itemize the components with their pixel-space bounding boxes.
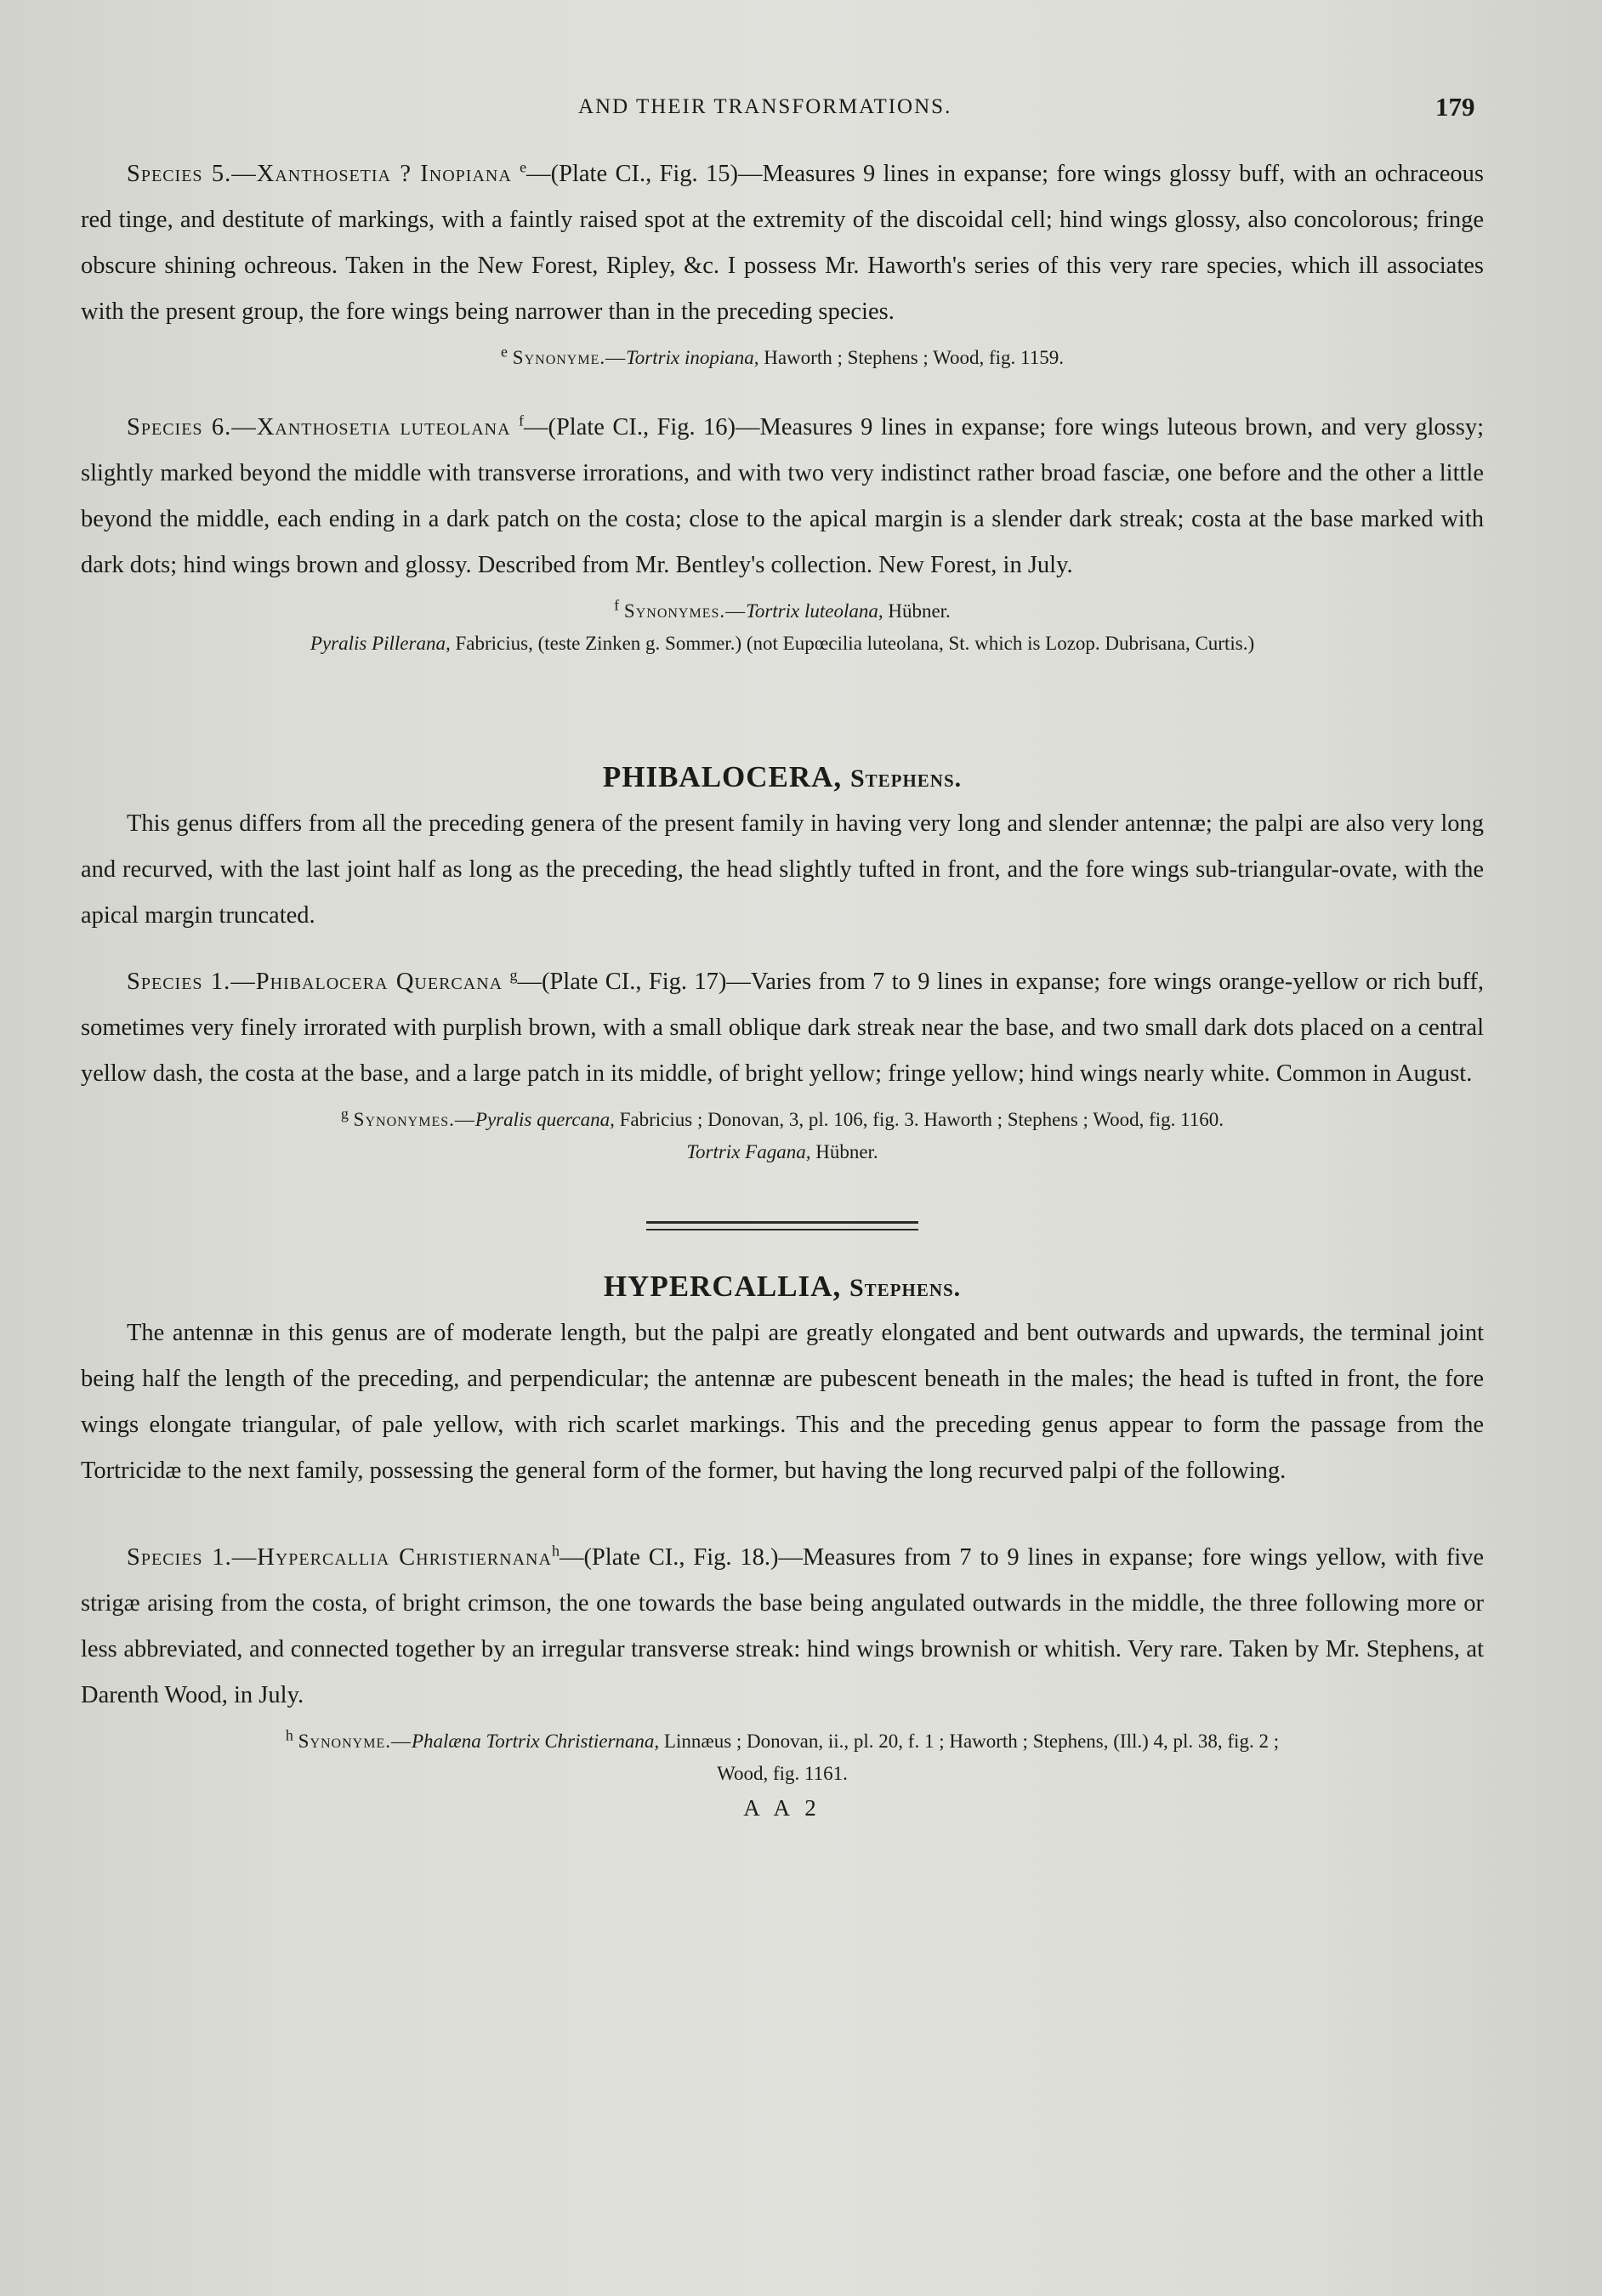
footnote-marker: h — [285, 1726, 293, 1744]
genus-author: Stephens. — [849, 764, 963, 793]
footnote-mark: e — [520, 158, 527, 176]
footnote-taxon: Pyralis quercana, — [474, 1109, 615, 1130]
footnote-synonyme — [81, 1725, 1484, 1790]
signature-mark: A A 2 — [743, 1795, 821, 1821]
footnote-taxon: Tortrix inopiana, — [626, 347, 759, 368]
genus-name: HYPERCALLIA, — [603, 1270, 842, 1303]
footnote-references: Fabricius ; Donovan, 3, pl. 106, fig. 3. Haworth ; Stephens ; Wood, fig. 1160. — [614, 1109, 1224, 1130]
page-number: 179 — [1435, 92, 1475, 122]
footnote-mark: g — [509, 966, 518, 984]
footnote-references: Hübner. — [883, 600, 951, 622]
species-description: —(Plate CI., Fig. 16)—Measures 9 lines in expanse; fore wings luteous brown, and very glossy; slightly marked beyond the middle with transverse irrorations, and with two very indistinct rather broad fasciæ, one before and the other a little beyond the middle, each ending in a dark patch on the costa; close to the apical margin is a slender dark streak; costa at the base marked with dark dots; hind wings brown and glossy. Described from Mr. Bentley's collection. New Forest, in July. — [81, 414, 1485, 578]
species-paragraph-xanthosetia-inopiana — [81, 151, 1484, 335]
species-name: Xanthosetia ? Inopiana — [256, 161, 512, 187]
species-number: Species 1.— — [127, 969, 256, 995]
footnote-marker: e — [501, 343, 508, 361]
footnote-taxon: Phalæna Tortrix Christiernana, — [411, 1731, 660, 1752]
section-divider — [646, 1221, 918, 1230]
footnote-taxon-2: Tortrix Fagana, — [686, 1141, 811, 1162]
species-paragraph-xanthosetia-luteolana — [81, 405, 1484, 588]
footnote-synonyme — [81, 342, 1484, 374]
footnote-synonymes — [81, 595, 1484, 660]
footnote-label: Synonymes.— — [623, 600, 747, 622]
species-description: —(Plate CI., Fig. 18.)—Measures from 7 to 9 lines in expanse; fore wings yellow, with five strigæ arising from the costa, of bright crimson, the one towards the base being angulated outwards in the middle, the three following more or less abbreviated, and connected together by an irregular transverse streak: hind wings brownish or whitish. Very rare. Taken by Mr. Stephens, at Darenth Wood, in July. — [81, 1544, 1485, 1708]
footnote-synonymes — [81, 1104, 1484, 1168]
genus-heading-hypercallia — [81, 1270, 1484, 1304]
species-paragraph-hypercallia-christiernana — [81, 1535, 1484, 1719]
species-description: —(Plate CI., Fig. 15)—Measures 9 lines in expanse; fore wings glossy buff, with an ochraceous red tinge, and destitute of markings, with a faintly raised spot at the extremity of the discoidal cell; hind wings glossy, also concolorous; fringe obscure shining ochreous. Taken in the New Forest, Ripley, &c. I possess Mr. Haworth's series of this very rare species, which ill associates with the present group, the fore wings being narrower than in the preceding species. — [81, 161, 1485, 325]
footnote-marker: f — [614, 596, 620, 614]
page-header — [0, 92, 1602, 129]
footnote-references-2: Fabricius, (teste Zinken g. Sommer.) (not Eupœcilia luteolana, St. which is Lozop. Dubrisana, Curtis.) — [450, 633, 1255, 654]
genus-author: Stephens. — [849, 1274, 962, 1302]
footnote-label: Synonyme.— — [512, 347, 627, 368]
species-name: Xanthosetia luteolana — [256, 414, 511, 440]
footnote-marker: g — [340, 1105, 349, 1122]
species-number: Species 5.— — [127, 161, 257, 187]
genus-intro-hypercallia: The antennæ in this genus are of moderate length, but the palpi are greatly elongated and bent outwards and upwards, the terminal joint being half the length of the preceding, and perpendicular; the antennæ are pubescent beneath in the males; the head is tufted in front, the fore wings elongate triangular, of pale yellow, with rich scarlet markings. This and the preceding genus appear to form the passage from the Tortricidæ to the next family, possessing the general form of the former, but having the long recurved palpi of the following. — [81, 1320, 1484, 1484]
footnote-taxon: Tortrix luteolana, — [746, 600, 883, 622]
running-head: AND THEIR TRANSFORMATIONS. — [578, 95, 952, 118]
footnote-references: Linnæus ; Donovan, ii., pl. 20, f. 1 ; Haworth ; Stephens, (Ill.) 4, pl. 38, fig. 2 ; — [659, 1731, 1280, 1752]
footnote-mark: h — [551, 1542, 560, 1560]
species-paragraph-phibalocera-quercana — [81, 959, 1484, 1097]
genus-heading-phibalocera — [81, 760, 1484, 794]
genus-name: PHIBALOCERA, — [602, 760, 843, 793]
footnote-mark: f — [518, 412, 524, 429]
footnote-label: Synonymes.— — [353, 1109, 475, 1130]
footnote-label: Synonyme.— — [298, 1731, 412, 1752]
species-number: Species 6.— — [127, 414, 257, 440]
species-number: Species 1.— — [127, 1544, 258, 1571]
footnote-references: Haworth ; Stephens ; Wood, fig. 1159. — [758, 347, 1064, 368]
species-name: Phibalocera Quercana — [255, 969, 503, 995]
footnote-references-2: Hübner. — [810, 1141, 878, 1162]
page-body — [81, 151, 1484, 1821]
species-description: —(Plate CI., Fig. 17)—Varies from 7 to 9 lines in expanse; fore wings orange-yellow or rich buff, sometimes very finely irrorated with purplish brown, with a small oblique dark streak near the base, and two small dark dots placed on a central yellow dash, the costa at the base, and a large patch in its middle, of bright yellow; fringe yellow; hind wings nearly white. Common in August. — [81, 969, 1484, 1087]
genus-intro-phibalocera: This genus differs from all the preceding genera of the present family in having very long and slender antennæ; the palpi are also very long and recurved, with the last joint half as long as the preceding, the head slightly tufted in front, and the fore wings sub-triangular-ovate, with the apical margin truncated. — [81, 810, 1484, 929]
footnote-references-2: Wood, fig. 1161. — [717, 1763, 848, 1784]
footnote-taxon-2: Pyralis Pillerana, — [310, 633, 451, 654]
species-name: Hypercallia Christiernana — [257, 1544, 552, 1571]
